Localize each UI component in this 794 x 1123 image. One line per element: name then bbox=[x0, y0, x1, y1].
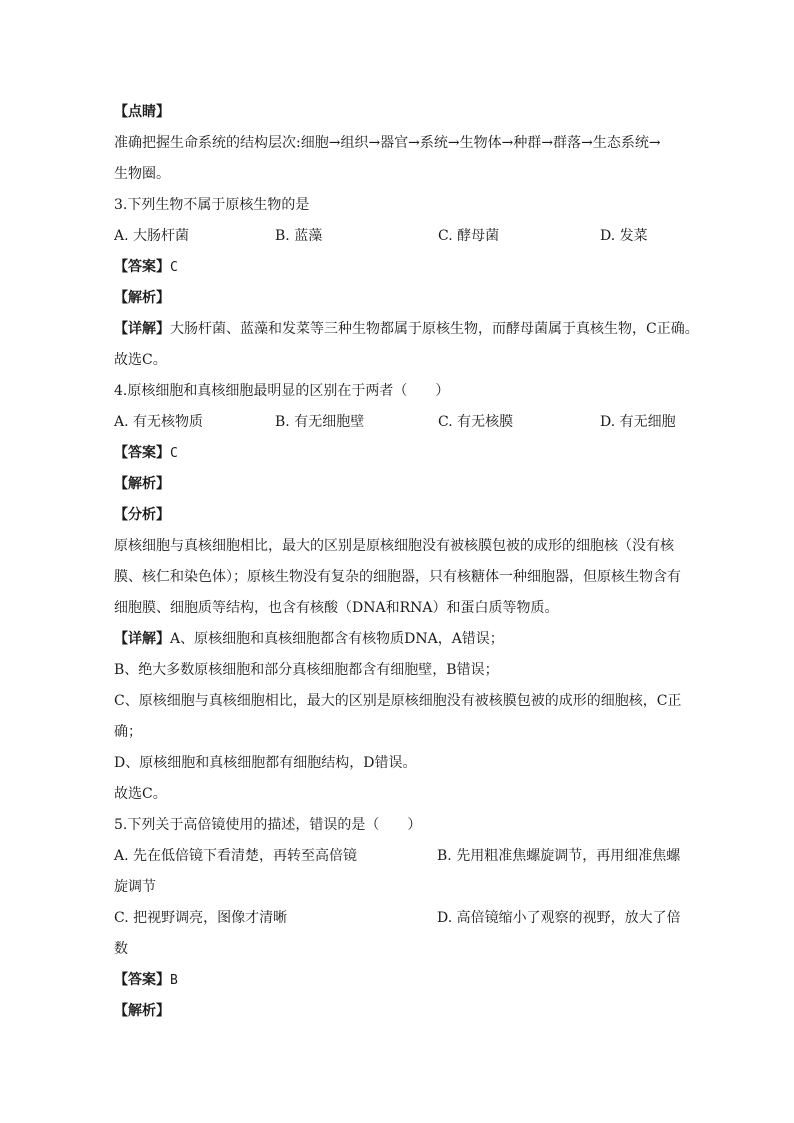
q3-option-d: D. 发菜 bbox=[600, 228, 648, 244]
q5-option-b: B. 先用粗准焦螺旋调节，再用细准焦螺 bbox=[437, 848, 681, 864]
q5-answer bbox=[114, 970, 682, 991]
q3-option-c: C. 酵母菌 bbox=[438, 228, 500, 244]
q3-stem: 3.下列生物不属于原核生物的是 bbox=[114, 197, 310, 213]
q4-analysis-line-1: 原核细胞与真核细胞相比，最大的区别是原核细胞没有被核膜包被的成形的细胞核（没有核 bbox=[114, 538, 674, 554]
q5-option-a: A. 先在低倍镜下看清楚，再转至高倍镜 bbox=[114, 848, 358, 864]
q3-jiexi-heading bbox=[114, 288, 682, 308]
q4-conclusion: 故选C。 bbox=[114, 786, 167, 802]
q5-option-d-cont: 数 bbox=[114, 941, 128, 957]
section-label: 【解析】 bbox=[114, 290, 170, 306]
detail-text: 大肠杆菌、蓝藻和发菜等三种生物都属于原核生物，而酵母菌属于真核生物，C正确。 bbox=[170, 321, 699, 337]
q5-jiexi-heading bbox=[114, 1001, 682, 1021]
q3-answer bbox=[114, 257, 682, 278]
detail-label: 【详解】 bbox=[114, 321, 170, 337]
q4-option-a: A. 有无核物质 bbox=[114, 414, 204, 430]
q3-detail bbox=[114, 319, 699, 339]
q4-analysis-line-3: 细胞膜、细胞质等结构，也含有核酸（DNA和RNA）和蛋白质等物质。 bbox=[114, 600, 559, 616]
q4-detail-b: B、绝大多数原核细胞和部分真核细胞都含有细胞壁，B错误； bbox=[114, 662, 499, 678]
detail-text: A、原核细胞和真核细胞都含有核物质DNA，A错误； bbox=[170, 631, 504, 647]
q4-option-c: C. 有无核膜 bbox=[438, 414, 514, 430]
q4-answer bbox=[114, 443, 682, 464]
q4-jiexi-heading bbox=[114, 474, 682, 494]
q3-option-b: B. 蓝藻 bbox=[275, 228, 323, 244]
q5-stem: 5.下列关于高倍镜使用的描述，错误的是（ ） bbox=[114, 817, 422, 833]
detail-label: 【详解】 bbox=[114, 631, 170, 647]
q4-detail-c-line-1: C、原核细胞与真核细胞相比，最大的区别是原核细胞没有被核膜包被的成形的细胞核，C正 bbox=[114, 693, 682, 709]
q4-option-d: D. 有无细胞 bbox=[600, 414, 676, 430]
answer-value: B bbox=[170, 973, 178, 988]
q5-option-b-cont: 旋调节 bbox=[114, 879, 156, 895]
q3-conclusion: 故选C。 bbox=[114, 352, 167, 368]
q5-option-d: D. 高倍镜缩小了观察的视野，放大了倍 bbox=[437, 910, 681, 926]
q4-detail-a bbox=[114, 629, 682, 649]
answer-value: C bbox=[170, 446, 178, 461]
q4-analysis-line-2: 膜、核仁和染色体）；原核生物没有复杂的细胞器，只有核糖体一种细胞器，但原核生物含有 bbox=[114, 569, 681, 585]
answer-label: 【答案】 bbox=[114, 445, 170, 461]
section-label: 【分析】 bbox=[114, 507, 170, 523]
dianjing-heading bbox=[114, 102, 682, 122]
q4-stem: 4.原核细胞和真核细胞最明显的区别在于两者（ ） bbox=[114, 383, 450, 399]
section-label: 【解析】 bbox=[114, 1003, 170, 1019]
answer-label: 【答案】 bbox=[114, 972, 170, 988]
q4-detail-d: D、原核细胞和真核细胞都有细胞结构，D错误。 bbox=[114, 755, 417, 771]
dianjing-text-line-1: 准确把握生命系统的结构层次:细胞→组织→器官→系统→生物体→种群→群落→生态系统→ bbox=[114, 135, 661, 151]
section-label: 【点睛】 bbox=[114, 104, 170, 120]
q3-option-a: A. 大肠杆菌 bbox=[114, 228, 190, 244]
q4-detail-c-line-2: 确； bbox=[114, 724, 142, 740]
dianjing-text-line-2: 生物圈。 bbox=[114, 166, 170, 182]
section-label: 【解析】 bbox=[114, 476, 170, 492]
q4-fenxi-heading bbox=[114, 505, 682, 525]
q5-option-c: C. 把视野调亮，图像才清晰 bbox=[114, 910, 288, 926]
q4-option-b: B. 有无细胞壁 bbox=[275, 414, 365, 430]
answer-label: 【答案】 bbox=[114, 259, 170, 275]
answer-value: C bbox=[170, 260, 178, 275]
